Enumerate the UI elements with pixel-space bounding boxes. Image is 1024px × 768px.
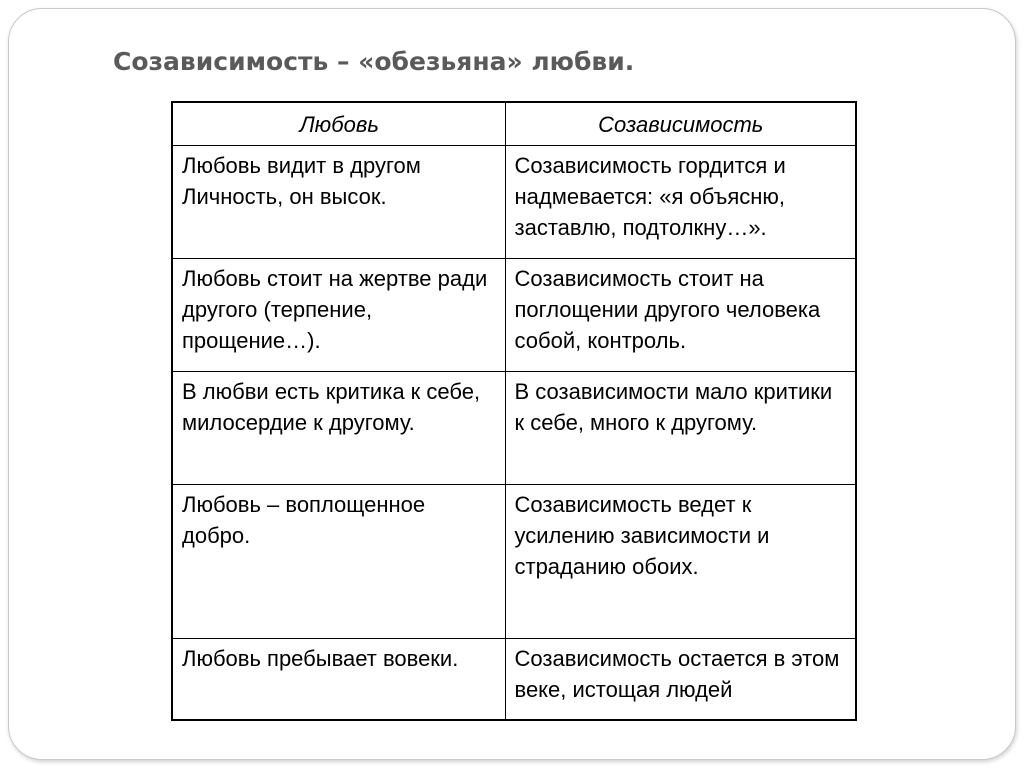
table-row bbox=[172, 485, 856, 639]
love-cell: Любовь стоит на жертве ради другого (терпение, прощение…). bbox=[172, 259, 505, 372]
codependency-cell: Созависимость стоит на поглощении другого человека собой, контроль. bbox=[505, 259, 856, 372]
table-row bbox=[172, 372, 856, 485]
table-header-row bbox=[172, 102, 856, 146]
codependency-cell: В созависимости мало критики к себе, много к другому. bbox=[505, 372, 856, 485]
codependency-cell: Созависимость остается в этом веке, истощая людей bbox=[505, 639, 856, 721]
column-header-codependency: Созависимость bbox=[505, 102, 856, 146]
love-cell: Любовь пребывает вовеки. bbox=[172, 639, 505, 721]
column-header-love: Любовь bbox=[172, 102, 505, 146]
codependency-cell: Созависимость ведет к усилению зависимости и страданию обоих. bbox=[505, 485, 856, 639]
love-cell: В любви есть критика к себе, милосердие к другому. bbox=[172, 372, 505, 485]
slide bbox=[8, 8, 1016, 760]
table-row bbox=[172, 639, 856, 721]
love-cell: Любовь – воплощенное добро. bbox=[172, 485, 505, 639]
love-cell: Любовь видит в другом Личность, он высок. bbox=[172, 146, 505, 259]
table-row bbox=[172, 259, 856, 372]
table-row bbox=[172, 146, 856, 259]
comparison-table bbox=[171, 101, 857, 721]
codependency-cell: Созависимость гордится и надмевается: «я объясню, заставлю, подтолкну…». bbox=[505, 146, 856, 259]
slide-title: Созависимость – «обезьяна» любви. bbox=[113, 47, 635, 76]
